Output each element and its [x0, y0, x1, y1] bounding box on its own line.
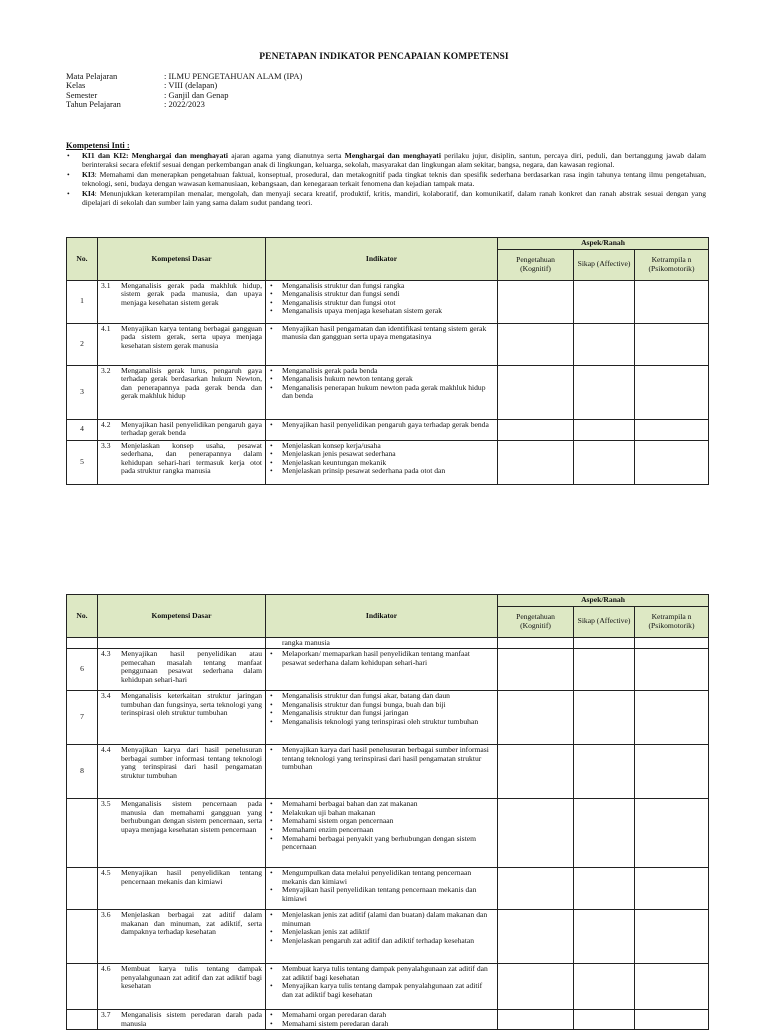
aspect-ketrampilan-cell [635, 745, 709, 799]
kd-text: Menganalisis gerak pada makhluk hidup, sistem gerak pada manusia, dan upaya menjaga kesehatan sistem gerak [121, 280, 262, 307]
kd-text: Menganalisis keterkaitan struktur jaringan tumbuhan dan fungsinya, serta teknologi yang terinspirasi oleh struktur tumbuhan [121, 691, 262, 718]
ki-text: : Menunjukkan keterampilan menalar, mengolah, dan menyaji secara kreatif, produktif, kritis, mandiri, kolaboratif, dan komunikatif, dalam ranah konkret dan ranah abstrak sesuai dengan yang dipelajari di sekolah dan sumber lain yang sama dalam sudut pandang teori. [82, 189, 706, 207]
kd-code: 3.6 [101, 910, 111, 920]
aspect-pengetahuan-cell [498, 964, 574, 1010]
indicator-cell [266, 323, 498, 365]
indicator-item: • Menganalisis teknologi yang terinspirasi oleh struktur tumbuhan [269, 718, 494, 727]
kd-text: Menyajikan karya dari hasil penelusuran berbagai sumber informasi tentang teknologi yang terinspirasi dari hasil pengamatan struktur tumbuhan [121, 745, 262, 780]
row-number [67, 1010, 98, 1030]
row-number: 2 [67, 323, 98, 365]
aspect-sikap-cell [574, 419, 635, 440]
indicator-item: • Membuat karya tulis tentang dampak penyalahgunaan zat aditif dan zat adiktif bagi kesehatan [269, 965, 494, 982]
indicator-item: • Menyajikan hasil penyelidikan pengaruh gaya terhadap gerak benda [269, 421, 494, 430]
indicator-item: • Menjelaskan jenis zat aditif (alami dan buatan) dalam makanan dan minuman [269, 911, 494, 928]
header-sikap: Sikap (Affective) [574, 606, 635, 637]
kd-cell [98, 868, 266, 910]
aspect-ketrampilan-cell [635, 323, 709, 365]
kd-cell [98, 799, 266, 868]
indicator-item: • Menganalisis upaya menjaga kesehatan sistem gerak [269, 307, 494, 316]
aspect-pengetahuan-cell [498, 868, 574, 910]
aspect-ketrampilan-cell [635, 868, 709, 910]
kd-cell [98, 419, 266, 440]
indicator-cell [266, 799, 498, 868]
aspect-sikap-cell [574, 799, 635, 868]
kd-cell [98, 365, 266, 419]
header-no: No. [67, 238, 98, 281]
indicator-item: • Menyajikan hasil penyelidikan tentang pencernaan mekanis dan kimiawi [269, 886, 494, 903]
row-number: 1 [67, 280, 98, 323]
table-row [67, 1010, 709, 1030]
kd-text: Menganalisis gerak lurus, pengaruh gaya terhadap gerak berdasarkan hukum Newton, dan penerapannya pada gerak benda dan gerak makhluk hidup [121, 365, 262, 401]
row-number: 8 [67, 745, 98, 799]
aspect-pengetahuan-cell [498, 1010, 574, 1030]
row-number: 3 [67, 365, 98, 419]
aspect-ketrampilan-cell [635, 1010, 709, 1030]
ki-lead-bold: Menghargai dan menghayati [131, 151, 229, 160]
table-row [67, 637, 709, 649]
competency-table-2 [66, 594, 709, 1030]
table-row [67, 440, 709, 484]
kd-code: 4.6 [101, 964, 111, 974]
kd-cell [98, 649, 266, 691]
indicator-cell [266, 745, 498, 799]
meta-value: : VIII (delapan) [164, 80, 218, 91]
indicator-item: • Menganalisis struktur dan fungsi sendi [269, 290, 494, 299]
indicator-item: • Menganalisis struktur dan fungsi jaringan [269, 709, 494, 718]
indicator-item: • Memahami berbagai bahan dan zat makanan [269, 800, 494, 809]
indicator-item: • Menyajikan karya dari hasil penelusuran berbagai sumber informasi tentang teknologi yang terinspirasi dari hasil pengamatan struktur tumbuhan [269, 746, 494, 772]
indicator-cell [266, 868, 498, 910]
indicator-item: • Melakukan uji bahan makanan [269, 809, 494, 818]
indicator-cell [266, 280, 498, 323]
kd-text: Menyajikan hasil penyelidikan pengaruh gaya terhadap gerak benda [121, 419, 262, 438]
kd-code: 3.5 [101, 799, 111, 809]
indicator-cell [266, 910, 498, 964]
ki-text: ajaran agama yang dianutnya serta [228, 151, 345, 160]
ki-lead: KI3 [82, 170, 95, 179]
row-number [67, 799, 98, 868]
table-row [67, 910, 709, 964]
kd-code: 4.1 [101, 323, 111, 333]
aspect-sikap-cell [574, 649, 635, 691]
aspect-sikap-cell [574, 691, 635, 745]
indicator-item: • Mengumpulkan data melalui penyelidikan tentang pencernaan mekanis dan kimiawi [269, 869, 494, 886]
table-row [67, 365, 709, 419]
kd-cell [98, 440, 266, 484]
document-title: PENETAPAN INDIKATOR PENCAPAIAN KOMPETENSI [259, 52, 509, 62]
aspect-sikap-cell [574, 440, 635, 484]
indicator-cell [266, 419, 498, 440]
aspect-pengetahuan-cell [498, 440, 574, 484]
header-ketrampilan: Ketrampila n (Psikomotorik) [635, 249, 709, 280]
aspect-sikap-cell [574, 365, 635, 419]
indicator-item: • Memahami berbagai penyakit yang berhubungan dengan sistem pencernaan [269, 835, 494, 852]
indicator-item: • Menjelaskan keuntungan mekanik [269, 459, 494, 468]
row-number: 5 [67, 440, 98, 484]
competency-table-1 [66, 237, 709, 485]
meta-value: : Ganjil dan Genap [164, 89, 229, 100]
kd-text: Menjelaskan konsep usaha, pesawat sederhana, dan penerapannya dalam kehidupan sehari-hari termasuk kerja otot pada struktur rangka manusia [121, 440, 262, 476]
aspect-ketrampilan-cell [635, 365, 709, 419]
aspect-ketrampilan-cell [635, 419, 709, 440]
indicator-item: • Memahami sistem peredaran darah [269, 1020, 494, 1029]
kd-code: 4.5 [101, 868, 111, 878]
indicator-cell [266, 964, 498, 1010]
aspect-sikap-cell [574, 868, 635, 910]
indicator-item: • Menjelaskan jenis pesawat sederhana [269, 450, 494, 459]
aspect-ketrampilan-cell [635, 910, 709, 964]
kd-cell [98, 691, 266, 745]
header-pengetahuan: Pengetahuan (Kognitif) [498, 249, 574, 280]
indicator-item: • Menyajikan karya tulis tentang dampak penyalahgunaan zat aditif dan zat adiktif bagi kesehatan [269, 982, 494, 999]
indicator-item: • Menjelaskan pengaruh zat aditif dan adiktif terhadap kesehatan [269, 937, 494, 946]
kd-text: Membuat karya tulis tentang dampak penyalahgunaan zat aditif dan zat adiktif bagi kesehatan [121, 964, 262, 991]
aspect-sikap-cell [574, 910, 635, 964]
aspect-pengetahuan-cell [498, 323, 574, 365]
aspect-sikap-cell [574, 323, 635, 365]
meta-label: Mata Pelajaran [66, 71, 118, 81]
row-number [67, 964, 98, 1010]
aspect-pengetahuan-cell [498, 419, 574, 440]
row-number [67, 868, 98, 910]
header-no: No. [67, 595, 98, 638]
table-row [67, 799, 709, 868]
kd-text: Menyajikan hasil penyelidikan atau pemecahan masalah tentang manfaat penggunaan pesawat sederhana dalam kehidupan sehari-hari [121, 649, 262, 684]
aspect-ketrampilan-cell [635, 799, 709, 868]
ki-heading: Kompetensi Inti : [66, 140, 130, 150]
ki-mid-bold: Menghargai dan menghayati [344, 151, 441, 160]
ki-item [66, 151, 706, 169]
indicator-cell [266, 440, 498, 484]
meta-value: : ILMU PENGETAHUAN ALAM (IPA) [164, 71, 303, 81]
ki-item [66, 189, 706, 207]
aspect-pengetahuan-cell [498, 280, 574, 323]
indicator-item: • Memahami enzim pencernaan [269, 826, 494, 835]
indicator-continuation: rangka manusia [282, 637, 330, 647]
row-number [67, 910, 98, 964]
aspect-ketrampilan-cell [635, 649, 709, 691]
header-kd: Kompetensi Dasar [98, 595, 266, 638]
aspect-sikap-cell [574, 745, 635, 799]
indicator-item: • Menganalisis struktur dan fungsi bunga, buah dan biji [269, 701, 494, 710]
kd-text: Menganalisis sistem peredaran darah pada manusia [121, 1010, 262, 1028]
kd-code: 4.3 [101, 649, 111, 659]
indicator-item: • Menganalisis struktur dan fungsi rangka [269, 282, 494, 291]
header-aspek: Aspek/Ranah [498, 238, 709, 250]
indicator-cell [266, 691, 498, 745]
kd-cell [98, 280, 266, 323]
meta-row [66, 100, 302, 109]
ki-text: perilaku jujur, disiplin, santun, percaya diri, peduli, dan bertanggung jawab dalam berinteraksi secara efektif sesuai dengan perkembangan anak di lingkungan, keluarga, sekolah, masyarakat dan lingkungan alam sekitar, bangsa, negara, dan kawasan regional. [82, 151, 706, 169]
table-row [67, 745, 709, 799]
table-row [67, 649, 709, 691]
aspect-sikap-cell [574, 964, 635, 1010]
meta-value: : 2022/2023 [164, 99, 205, 110]
ki-lead: KI4 [82, 189, 95, 198]
aspect-pengetahuan-cell [498, 365, 574, 419]
kd-cell [98, 1010, 266, 1030]
kd-cell [98, 323, 266, 365]
aspect-pengetahuan-cell [498, 910, 574, 964]
aspect-ketrampilan-cell [635, 280, 709, 323]
header-ketrampilan: Ketrampila n (Psikomotorik) [635, 606, 709, 637]
kd-code: 3.4 [101, 691, 111, 701]
kd-code: 4.4 [101, 745, 111, 755]
header-indikator: Indikator [266, 238, 498, 281]
aspect-pengetahuan-cell [498, 745, 574, 799]
row-number: 4 [67, 419, 98, 440]
ki-item [66, 170, 706, 188]
table-row [67, 323, 709, 365]
row-number: 6 [67, 649, 98, 691]
meta-label: Kelas [66, 80, 86, 91]
table-row [67, 868, 709, 910]
aspect-sikap-cell [574, 280, 635, 323]
kd-cell [98, 910, 266, 964]
table-row [67, 691, 709, 745]
aspect-pengetahuan-cell [498, 649, 574, 691]
aspect-sikap-cell [574, 1010, 635, 1030]
aspect-ketrampilan-cell [635, 440, 709, 484]
document-meta [66, 72, 302, 110]
indicator-cell [266, 365, 498, 419]
kd-code: 3.2 [101, 365, 111, 375]
ki-text: : Memahami dan menerapkan pengetahuan faktual, konseptual, prosedural, dan metakognitif pada tingkat teknis dan spesifik sederhana berdasarkan rasa ingin tahunya tentang ilmu pengetahuan, teknologi, seni, budaya dengan wawasan kemanusiaan, kebangsaan, dan kenegaraan terkait fenomena dan kejadian tampak mata. [82, 170, 706, 188]
ki-list [66, 151, 706, 208]
kd-code: 4.2 [101, 419, 111, 429]
kd-code: 3.7 [101, 1010, 111, 1020]
table-row [67, 280, 709, 323]
header-indikator: Indikator [266, 595, 498, 638]
meta-label: Semester [66, 89, 98, 100]
kd-code: 3.3 [101, 440, 111, 450]
kd-text: Menjelaskan berbagai zat aditif dalam makanan dan minuman, zat adiktif, serta dampaknya terhadap kesehatan [121, 910, 262, 937]
row-number: 7 [67, 691, 98, 745]
indicator-item: • Menjelaskan jenis zat adiktif [269, 928, 494, 937]
kd-text: Menyajikan hasil penyelidikan tentang pencernaan mekanis dan kimiawi [121, 868, 262, 886]
meta-label: Tahun Pelajaran [66, 99, 121, 110]
kd-text: Menganalisis sistem pencernaan pada manusia dan memahami gangguan yang berhubungan dengan sistem pencernaan, serta upaya menjaga kesehatan sistem pencernaan [121, 799, 262, 834]
header-sikap: Sikap (Affective) [574, 249, 635, 280]
header-aspek: Aspek/Ranah [498, 595, 709, 607]
kd-cell [98, 964, 266, 1010]
aspect-pengetahuan-cell [498, 691, 574, 745]
indicator-item: • Memahami sistem organ pencernaan [269, 817, 494, 826]
indicator-item: • Menjelaskan konsep kerja/usaha [269, 442, 494, 451]
ki-lead: KI1 dan KI2: [82, 151, 129, 160]
indicator-cell [266, 649, 498, 691]
kd-text: Menyajikan karya tentang berbagai gangguan pada sistem gerak, serta upaya menjaga kesehatan sistem gerak manusia [121, 323, 262, 350]
indicator-item: • Menganalisis struktur dan fungsi akar, batang dan daun [269, 692, 494, 701]
indicator-item: • Menjelaskan prinsip pesawat sederhana pada otot dan [269, 467, 494, 476]
indicator-item: • Menganalisis gerak pada benda [269, 367, 494, 376]
aspect-ketrampilan-cell [635, 691, 709, 745]
header-pengetahuan: Pengetahuan (Kognitif) [498, 606, 574, 637]
indicator-item: • Memahami organ peredaran darah [269, 1011, 494, 1020]
table-2-body [67, 637, 709, 1030]
indicator-item: • Menganalisis hukum newton tentang gerak [269, 375, 494, 384]
kd-cell [98, 745, 266, 799]
header-kd: Kompetensi Dasar [98, 238, 266, 281]
indicator-item: • Menganalisis struktur dan fungsi otot [269, 299, 494, 308]
aspect-pengetahuan-cell [498, 799, 574, 868]
indicator-item: • Menyajikan hasil pengamatan dan identifikasi tentang sistem gerak manusia dan gangguan serta upaya mengatasinya [269, 325, 494, 342]
table-1-body [67, 280, 709, 484]
aspect-ketrampilan-cell [635, 964, 709, 1010]
indicator-item: • Melaporkan/ memaparkan hasil penyelidikan tentang manfaat pesawat sederhana dalam kehidupan sehari-hari [269, 650, 494, 667]
table-row [67, 419, 709, 440]
indicator-cell [266, 1010, 498, 1030]
indicator-item: • Menganalisis penerapan hukum newton pada gerak makhluk hidup dan benda [269, 384, 494, 401]
kd-code: 3.1 [101, 280, 111, 290]
table-row [67, 964, 709, 1010]
